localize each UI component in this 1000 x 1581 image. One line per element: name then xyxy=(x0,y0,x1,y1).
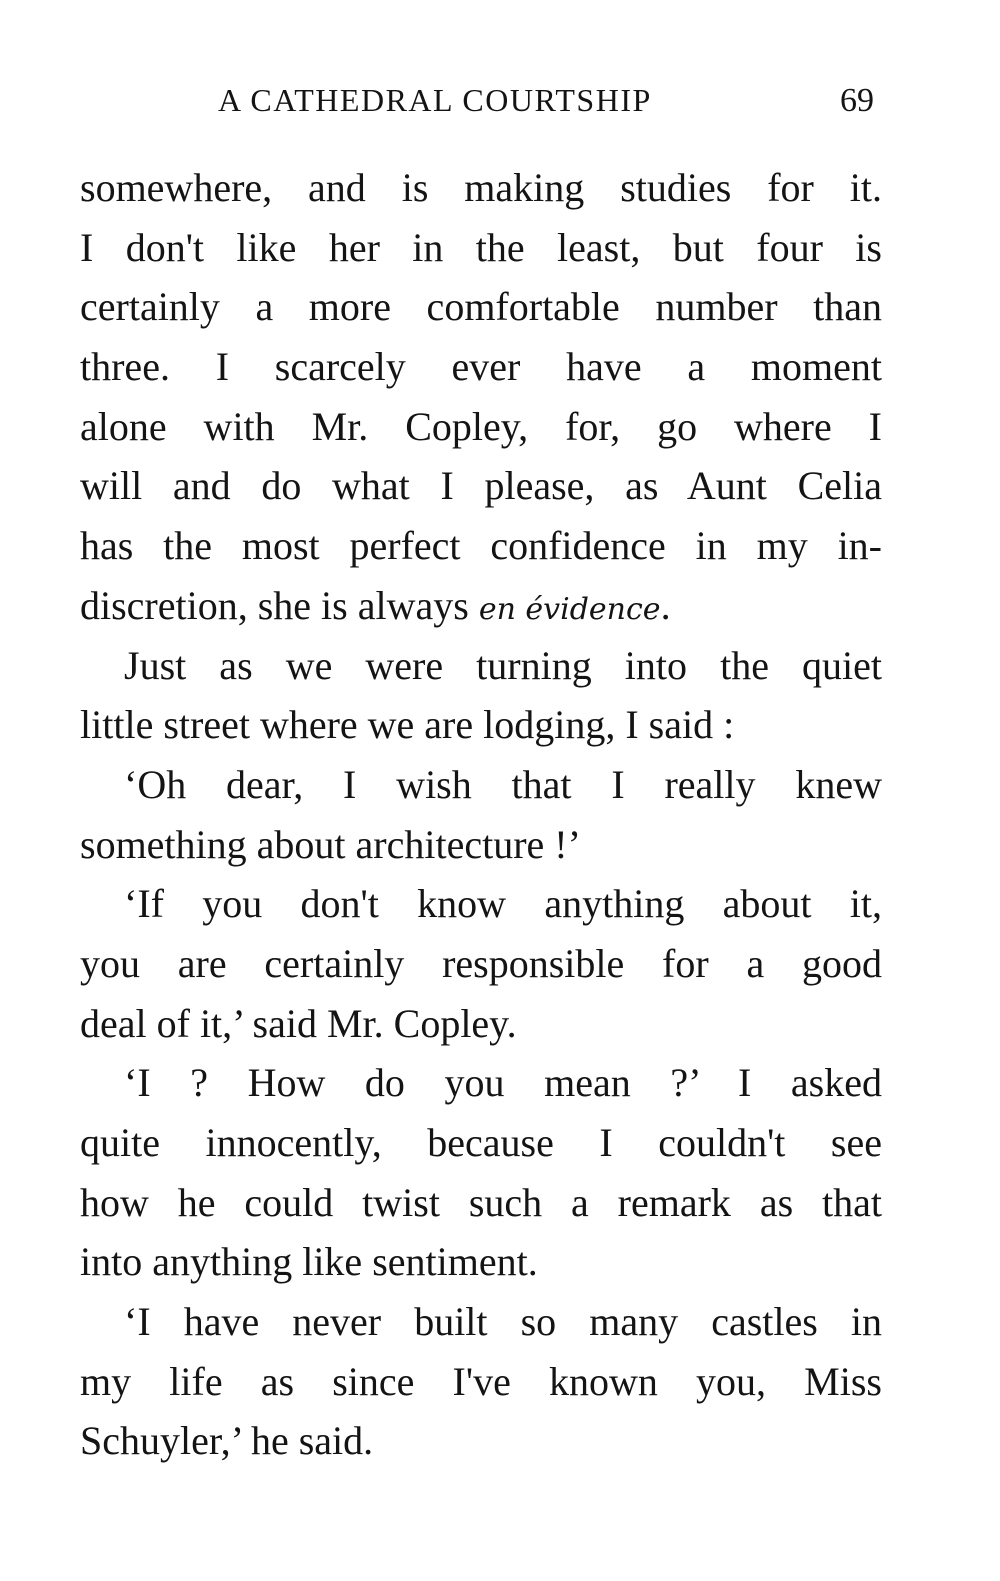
text-line: little street where we are lodging, I said : xyxy=(80,702,735,748)
text-line: will and do what I please, as Aunt Celia xyxy=(80,463,882,509)
text-line: my life as since I've known you, Miss xyxy=(80,1358,882,1404)
text-fragment: . xyxy=(660,582,671,628)
paragraph-first-line: Just as we were turning into the quiet xyxy=(124,642,882,688)
paragraph-first-line: ‘I ? How do you mean ?’ I asked xyxy=(124,1060,882,1106)
text-line xyxy=(80,576,882,636)
text-line: something about architecture !’ xyxy=(80,821,581,867)
paragraph-first-line: ‘If you don't know anything about it, xyxy=(124,881,882,927)
paragraph-first-line: ‘Oh dear, I wish that I really knew xyxy=(124,761,882,807)
italic-phrase: en évidence xyxy=(478,591,661,627)
text-line: into anything like sentiment. xyxy=(80,1239,538,1285)
text-line: deal of it,’ said Mr. Copley. xyxy=(80,1000,517,1046)
text-line: somewhere, and is making studies for it. xyxy=(80,165,882,210)
text-line: certainly a more comfortable number than xyxy=(80,284,882,330)
text-line: how he could twist such a remark as that xyxy=(80,1179,882,1225)
text-line: I don't like her in the least, but four is xyxy=(80,224,882,270)
page-number: 69 xyxy=(840,82,874,119)
text-line: alone with Mr. Copley, for, go where I xyxy=(80,403,882,449)
body-text xyxy=(80,158,882,1471)
paragraph-first-line: ‘I have never built so many castles in xyxy=(124,1299,882,1345)
text-line: Schuyler,’ he said. xyxy=(80,1418,374,1464)
running-head: A CATHEDRAL COURTSHIP xyxy=(218,82,652,118)
text-fragment: discretion, she is always xyxy=(80,582,479,628)
text-line: three. I scarcely ever have a moment xyxy=(80,344,882,390)
text-line: you are certainly responsible for a good xyxy=(80,940,882,986)
text-line: has the most perfect confidence in my in- xyxy=(80,523,882,569)
text-line: quite innocently, because I couldn't see xyxy=(80,1120,882,1165)
